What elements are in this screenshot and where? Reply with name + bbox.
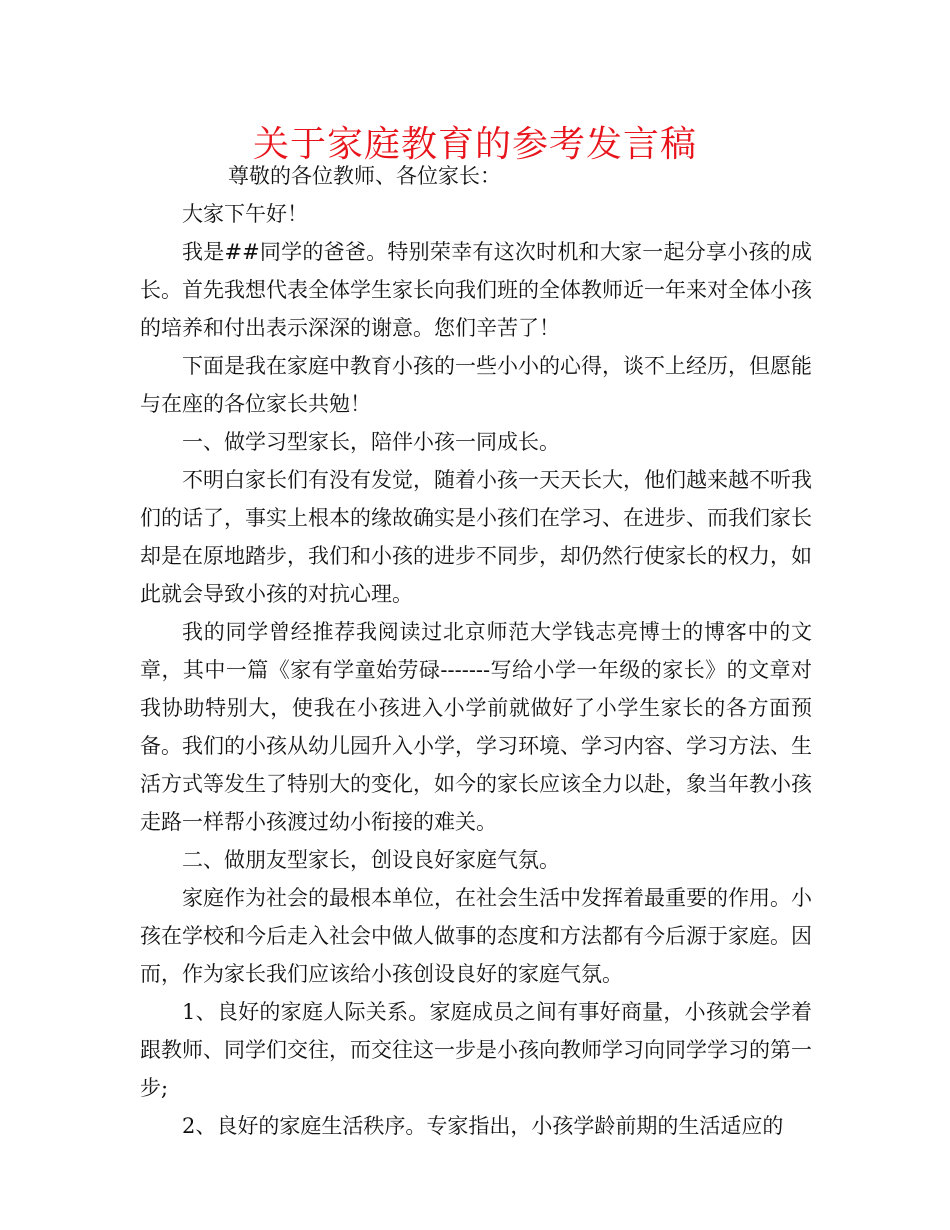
paragraph: 不明白家长们有没有发觉，随着小孩一天天长大，他们越来越不听我们的话了，事实上根本的缘故确实是小孩们在学习、在进步、而我们家长却是在原地踏步，我们和小孩的进步不同步，却仍然行使家长的权力，如此就会导致小孩的对抗心理。 <box>140 468 812 606</box>
paragraph: 家庭作为社会的最根本单位，在社会生活中发挥着最重要的作用。小孩在学校和今后走入社会中做人做事的态度和方法都有今后源于家庭。因而，作为家长我们应该给小孩创设良好的家庭气氛。 <box>140 886 812 986</box>
document-title: 关于家庭教育的参考发言稿 <box>252 124 697 165</box>
paragraph: 下面是我在家庭中教育小孩的一些小小的心得，谈不上经历，但愿能与在座的各位家长共勉！ <box>140 354 812 416</box>
paragraph: 我的同学曾经推荐我阅读过北京师范大学钱志亮博士的博客中的文章，其中一篇《家有学童始劳碌-------写给小学一年级的家长》的文章对我协助特别大，使我在小孩进入小学前就做好了小学生家长的各方面预备。我们的小孩从幼儿园升入小学，学习环境、学习内容、学习方法、生活方式等发生了特别大的变化，如今的家长应该全力以赴，象当年教小孩走路一样帮小孩渡过幼小衔接的难关。 <box>140 620 812 834</box>
paragraph: 2、良好的家庭生活秩序。专家指出，小孩学龄前期的生活适应的 <box>182 1114 784 1138</box>
document-body <box>140 157 812 1145</box>
section-heading: 一、做学习型家长，陪伴小孩一同成长。 <box>182 430 560 454</box>
paragraph: 我是##同学的爸爸。特别荣幸有这次时机和大家一起分享小孩的成长。首先我想代表全体学生家长向我们班的全体教师近一年来对全体小孩的培养和付出表示深深的谢意。您们辛苦了！ <box>140 240 812 340</box>
paragraph-greeting: 大家下午好！ <box>182 202 308 226</box>
section-heading: 二、做朋友型家长，创设良好家庭气氛。 <box>182 848 560 872</box>
paragraph-salutation: 尊敬的各位教师、各位家长： <box>228 164 501 188</box>
paragraph: 1、良好的家庭人际关系。家庭成员之间有事好商量，小孩就会学着跟教师、同学们交往，而交往这一步是小孩向教师学习向同学学习的第一步; <box>140 1000 812 1100</box>
